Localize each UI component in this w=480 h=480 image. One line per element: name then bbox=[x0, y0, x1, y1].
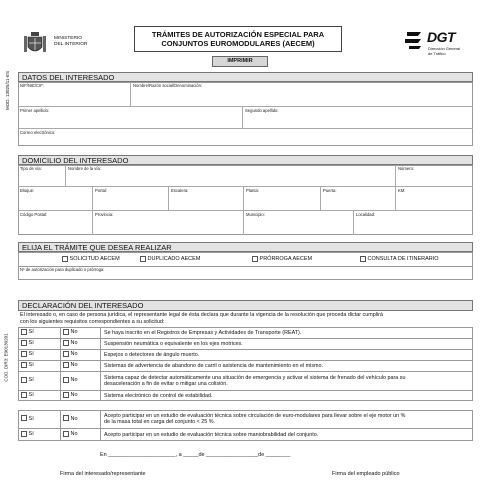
extra-text-line: Acepto participar en un estudio de evaluación técnica sobre maniobrabilidad del conjunto. bbox=[104, 431, 319, 438]
requisito-row-divider bbox=[18, 371, 473, 372]
extra-yes-option[interactable] bbox=[21, 415, 34, 424]
checkbox-yes[interactable] bbox=[21, 351, 27, 357]
requisito-row-divider bbox=[18, 349, 473, 350]
requisito-text bbox=[104, 330, 301, 336]
bloque-field[interactable]: Bloque: bbox=[18, 187, 93, 211]
requisito-text-line: Sistema capaz de detectar automáticamente una situación de emergencia y activar el sistema de frenado del vehículo para su bbox=[104, 374, 406, 381]
extra-text-line: de la masa total en carga del conjunto < 25 %. bbox=[104, 419, 216, 425]
yes-label: Sí bbox=[28, 377, 34, 383]
provincia-field[interactable]: Provincia: bbox=[93, 211, 244, 235]
checkbox-yes[interactable] bbox=[21, 431, 27, 437]
no-label: No bbox=[70, 340, 78, 346]
requisito-yes-option[interactable] bbox=[21, 391, 34, 400]
firma-interesado-label: Firma del interesado/representante bbox=[60, 471, 146, 477]
autorizacion-field[interactable]: Nº de autorización para duplicado o prórroga: bbox=[20, 267, 105, 272]
portal-field[interactable]: Portal: bbox=[93, 187, 169, 211]
extra-yes-option[interactable] bbox=[21, 430, 34, 439]
checkbox-yes[interactable] bbox=[21, 377, 27, 383]
yes-label: Sí bbox=[28, 362, 34, 368]
dgt-logo-text: DGT bbox=[427, 29, 456, 45]
checkbox-no[interactable] bbox=[63, 377, 69, 383]
requisito-text-line: desaceleración a fin de evitar o mitigar una colisión. bbox=[104, 380, 228, 387]
requisito-text bbox=[104, 341, 243, 347]
nombre-via-field[interactable]: Nombre de la vía: bbox=[66, 165, 396, 187]
section-declaracion-heading: DECLARACIÓN DEL INTERESADO bbox=[18, 300, 473, 311]
tipo-via-field[interactable]: Tipo de vía: bbox=[18, 165, 66, 187]
extra-text bbox=[104, 413, 405, 425]
ministry-name: MINISTERIO DEL INTERIOR bbox=[54, 36, 88, 47]
section-tramite-heading: ELIJA EL TRÁMITE QUE DESEA REALIZAR bbox=[18, 242, 473, 252]
option-prorroga[interactable]: PRÓRROGA AECEM bbox=[252, 255, 312, 264]
requisito-text bbox=[104, 375, 405, 387]
correo-field[interactable]: Correo electrónico: bbox=[20, 130, 56, 135]
checkbox-no[interactable] bbox=[63, 351, 69, 357]
localidad-field[interactable]: Localidad: bbox=[356, 212, 376, 217]
firma-empleado-label: Firma del empleado público bbox=[332, 471, 400, 477]
option-solicitud[interactable]: SOLICITUD AECEM bbox=[62, 255, 120, 264]
no-label: No bbox=[70, 351, 78, 357]
extra-text-line: Acepto participar en un estudio de evaluación técnica sobre circulación de euro-modulares para llevar sobre el eje motor un % bbox=[104, 413, 406, 419]
checkbox-yes[interactable] bbox=[21, 392, 27, 398]
municipio-field[interactable]: Municipio: bbox=[244, 211, 354, 235]
escalera-field[interactable]: Escalera: bbox=[169, 187, 244, 211]
requisito-text-line: Sistemas de advertencia de abandono de carril o asistencia de mantenimiento en el mismo. bbox=[104, 362, 324, 369]
requisito-no-option[interactable] bbox=[63, 391, 78, 400]
requisito-no-option[interactable] bbox=[63, 361, 78, 370]
option-duplicado[interactable]: DUPLICADO AECEM bbox=[140, 255, 200, 264]
checkbox-no[interactable] bbox=[63, 340, 69, 346]
yes-label: Sí bbox=[28, 351, 34, 357]
no-label: No bbox=[70, 362, 78, 368]
requisito-yes-option[interactable] bbox=[21, 376, 34, 385]
requisito-text-line: Espejos o detectores de ángulo muerto. bbox=[104, 351, 200, 358]
requisito-yes-option[interactable] bbox=[21, 339, 34, 348]
yes-label: Sí bbox=[28, 340, 34, 346]
checkbox-duplicado[interactable] bbox=[140, 256, 146, 262]
extra-row-divider bbox=[18, 428, 473, 429]
checkbox-no[interactable] bbox=[63, 362, 69, 368]
extras-col-divider-2 bbox=[100, 410, 101, 441]
dir3-code: COD. DIR3: E00130201 bbox=[3, 333, 9, 382]
requisito-text-line: Suspensión neumática o equivalente en los ejes motrices. bbox=[104, 340, 243, 347]
requisito-text-line: Se haya inscrito en el Registros de Empresas y Actividades de Transporte (REAT). bbox=[104, 329, 302, 336]
place-date-line[interactable]: En ______________________, a _____de _________________de ________ bbox=[100, 452, 291, 458]
no-label: No bbox=[70, 377, 78, 383]
section-interesado-heading: DATOS DEL INTERESADO bbox=[18, 72, 473, 82]
no-label: No bbox=[70, 415, 78, 422]
requisito-no-option[interactable] bbox=[63, 328, 78, 337]
checkbox-yes[interactable] bbox=[21, 329, 27, 335]
requisito-yes-option[interactable] bbox=[21, 328, 34, 337]
yes-label: Sí bbox=[28, 415, 34, 422]
dgt-logo-icon bbox=[405, 28, 425, 50]
requisito-no-option[interactable] bbox=[63, 350, 78, 359]
codigo-postal-field[interactable]: Código Postal: bbox=[18, 211, 93, 235]
requisito-yes-option[interactable] bbox=[21, 350, 34, 359]
model-code: MOD. 13025/11-ES bbox=[4, 71, 10, 110]
checkbox-yes[interactable] bbox=[21, 362, 27, 368]
requisito-row-divider bbox=[18, 360, 473, 361]
option-consulta[interactable]: CONSULTA DE ITINERARIO bbox=[360, 255, 439, 264]
requisito-text bbox=[104, 352, 199, 358]
yes-label: Sí bbox=[28, 431, 34, 437]
checkbox-yes[interactable] bbox=[21, 340, 27, 346]
no-label: No bbox=[70, 329, 78, 335]
segundo-apellido-field[interactable]: Segundo apellido: bbox=[243, 107, 473, 129]
primer-apellido-field[interactable]: Primer apellido: bbox=[18, 107, 243, 129]
nif-field[interactable]: NIF/NIE/CIF: bbox=[18, 82, 131, 107]
puerta-field[interactable]: Puerta: bbox=[321, 187, 396, 211]
yes-label: Sí bbox=[28, 392, 34, 398]
requisito-text-line: Sistema electrónico de control de estabilidad. bbox=[104, 392, 213, 399]
checkbox-no[interactable] bbox=[63, 431, 69, 437]
extra-no-option[interactable] bbox=[63, 430, 78, 439]
checkbox-prorroga[interactable] bbox=[252, 256, 258, 262]
checkbox-no[interactable] bbox=[63, 329, 69, 335]
no-label: No bbox=[70, 392, 78, 398]
no-label: No bbox=[70, 431, 78, 437]
ministry-crest-icon bbox=[24, 30, 46, 56]
checkbox-yes[interactable] bbox=[21, 415, 27, 421]
requisito-yes-option[interactable] bbox=[21, 361, 34, 370]
requisito-text bbox=[104, 363, 323, 369]
requisito-row-divider bbox=[18, 338, 473, 339]
planta-field[interactable]: Planta: bbox=[244, 187, 321, 211]
checkbox-no[interactable] bbox=[63, 392, 69, 398]
km-field[interactable]: KM: bbox=[396, 187, 473, 211]
requisito-no-option[interactable] bbox=[63, 376, 78, 385]
extra-no-option[interactable] bbox=[63, 415, 78, 424]
extra-text bbox=[104, 432, 318, 438]
yes-label: Sí bbox=[28, 329, 34, 335]
declaracion-intro: El interesado o, en caso de persona jurídica, el representante legal de ésta declara que durante la vigencia de la resolución que proceda dictar cumplirá con los siguientes requisitos correspondientes a su solicitud: bbox=[20, 312, 383, 325]
dgt-subtitle: Dirección General de Tráfico bbox=[428, 46, 461, 56]
checkbox-no[interactable] bbox=[63, 415, 69, 421]
nombre-field[interactable]: Nombre/Razón social/Denominación: bbox=[131, 82, 473, 107]
checkbox-consulta[interactable] bbox=[360, 256, 366, 262]
print-button[interactable]: IMPRIMIR bbox=[212, 56, 268, 67]
requisito-row-divider bbox=[18, 390, 473, 391]
requisito-no-option[interactable] bbox=[63, 339, 78, 348]
requisito-text bbox=[104, 393, 212, 399]
extras-col-divider-1 bbox=[60, 410, 61, 441]
form-title: TRÁMITES DE AUTORIZACIÓN ESPECIAL PARA CONJUNTOS EUROMODULARES (AECEM) bbox=[134, 26, 342, 52]
numero-field[interactable]: Número: bbox=[396, 165, 473, 187]
checkbox-solicitud[interactable] bbox=[62, 256, 68, 262]
section-domicilio-heading: DOMICILIO DEL INTERESADO bbox=[18, 155, 473, 165]
